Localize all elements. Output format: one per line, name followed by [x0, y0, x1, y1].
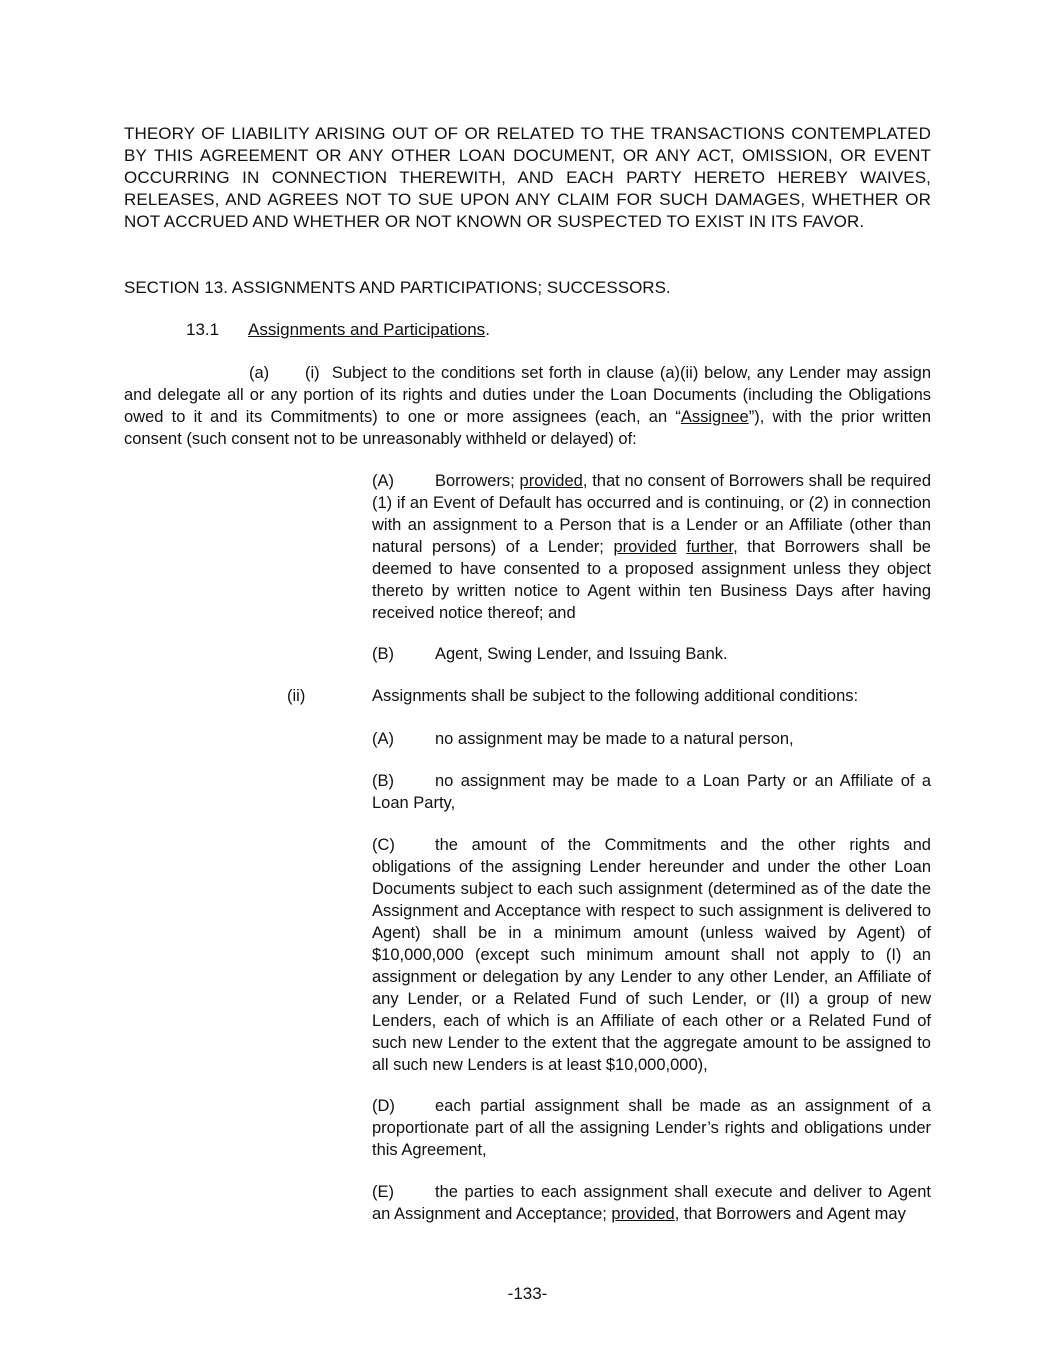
item-label: (A)	[372, 472, 394, 490]
item-text: , that Borrowers and Agent may	[674, 1205, 906, 1223]
item-label: (A)	[372, 730, 394, 748]
clause-label-a: (a)	[249, 364, 270, 382]
item-label: (B)	[372, 645, 394, 663]
item-label: (E)	[372, 1183, 394, 1201]
clause-label-ii: (ii)	[287, 687, 306, 705]
waiver-paragraph: THEORY OF LIABILITY ARISING OUT OF OR RELATED TO THE TRANSACTIONS CONTEMPLATED BY THIS AGREEMENT OR ANY OTHER LOAN DOCUMENT, OR ANY ACT, OMISSION, OR EVENT OCCURRING IN CONNECTION THEREWITH, AND EACH PARTY HERETO HEREBY WAIVES, RELEASES, AND AGREES NOT TO SUE UPON ANY CLAIM FOR SUCH DAMAGES, WHETHER OR NOT ACCRUED AND WHETHER OR NOT KNOWN OR SUSPECTED TO EXIST IN ITS FAVOR.	[124, 124, 931, 231]
consent-item-borrowers	[372, 470, 931, 624]
subsection-number: 13.1	[186, 320, 220, 339]
provided-term: provided	[613, 538, 677, 556]
condition-item-a	[372, 728, 931, 750]
item-label: (B)	[372, 772, 394, 790]
item-text: Agent, Swing Lender, and Issuing Bank.	[435, 645, 728, 663]
item-text: the parties to each assignment shall execute and deliver to Agent an Assignment and Acceptance;	[372, 1183, 931, 1223]
subsection-heading	[186, 319, 490, 341]
item-text: the amount of the Commitments and the other rights and obligations of the assigning Lender hereunder and under the other Loan Documents subject to each such assignment (determined as of the date the Assignment and Acceptance with respect to such assignment is delivered to Agent) shall be in a minimum amount (unless waived by Agent) of $10,000,000 (except such minimum amount shall not apply to (I) an assignment or delegation by any Lender to any other Lender, an Affiliate of any Lender, or a Related Fund of such Lender, or (II) a group of new Lenders, each of which is an Affiliate of each other or a Related Fund of such new Lender to the extent that the aggregate amount to be assigned to all such new Lenders is at least $10,000,000),	[372, 836, 931, 1074]
subsection-title-suffix: .	[485, 320, 490, 339]
item-text: no assignment may be made to a Loan Party or an Affiliate of a Loan Party,	[372, 772, 931, 812]
clause-ii-text: Assignments shall be subject to the following additional conditions:	[372, 687, 859, 705]
page-number: -133-	[507, 1284, 548, 1303]
paragraph-a-i	[124, 362, 931, 450]
clause-text-after: ”), with the prior written consent (such consent not to be unreasonably withheld or delayed) of:	[124, 408, 931, 448]
section-heading: SECTION 13. ASSIGNMENTS AND PARTICIPATIONS; SUCCESSORS.	[124, 278, 671, 297]
item-label: (D)	[372, 1097, 395, 1115]
condition-item-d	[372, 1095, 931, 1161]
defined-term-assignee: Assignee	[680, 408, 749, 426]
provided-term: provided	[611, 1205, 675, 1223]
item-text: no assignment may be made to a natural person,	[435, 730, 794, 748]
item-text: Borrowers;	[435, 472, 520, 490]
consent-item-agent	[372, 643, 931, 665]
item-text: , that no consent of Borrowers shall be required (1) if an Event of Default has occurred and is continuing, or (2) in connection with an assignment to a Person that is a Lender or an Affiliate (other than natural persons) of a Lender;	[372, 472, 931, 556]
condition-item-c	[372, 834, 931, 1076]
further-term: further	[686, 538, 734, 556]
condition-item-b	[372, 770, 931, 814]
item-text: each partial assignment shall be made as an assignment of a proportionate part of all the assigning Lender’s rights and obligations under this Agreement,	[372, 1097, 931, 1159]
item-text: , that Borrowers shall be deemed to have consented to a proposed assignment unless they object thereto by written notice to Agent within ten Business Days after having received notice thereof; and	[372, 538, 931, 622]
subsection-title: Assignments and Participations	[248, 320, 486, 339]
condition-item-e	[372, 1181, 931, 1225]
clause-label-i: (i)	[305, 364, 320, 382]
clause-text-before: Subject to the conditions set forth in clause (a)(ii) below, any Lender may assign and delegate all or any portion of its rights and duties under the Loan Documents (including the Obligations owed to it and its Commitments) to one or more assignees (each, an “	[124, 364, 931, 426]
item-label: (C)	[372, 836, 395, 854]
provided-term: provided	[519, 472, 583, 490]
